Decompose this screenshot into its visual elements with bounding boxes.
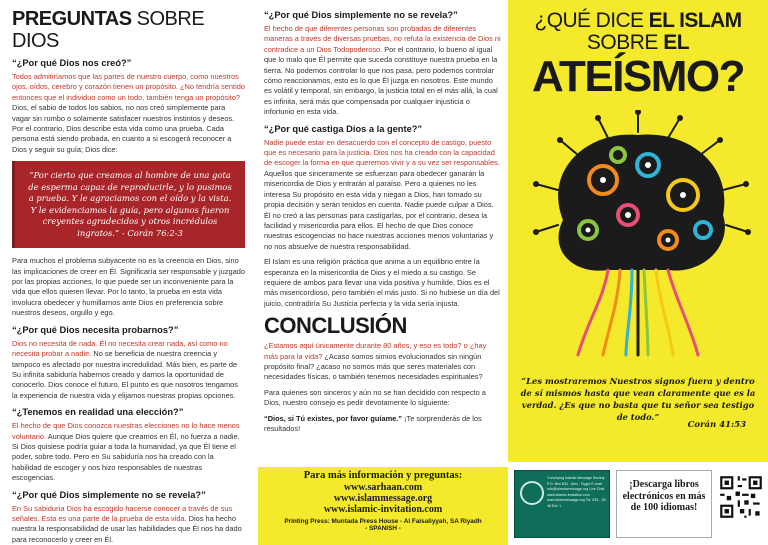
cover-title-main: ATEÍSMO? [531, 52, 745, 101]
question-heading: “¿Por qué Dios simplemente no se revela?” [12, 489, 206, 500]
question-heading: “¿Por qué Dios necesita probarnos?” [12, 324, 179, 335]
website-link[interactable]: www.islamic-invitation.com [323, 504, 443, 515]
cover-title-line: ¿QUÉ DICE EL ISLAM [534, 9, 742, 32]
qr-code-icon[interactable] [718, 474, 764, 520]
cover-title-line: SOBRE EL [586, 31, 690, 54]
language-label: - SPANISH - [365, 525, 401, 532]
paragraph: Para muchos el problema subyacente no es la creencia en Dios, sino las implicaciones de creer en Él. Significaría ser responsable y juzgado por las propias acciones, lo que puede ser un inconveniente para la vida que ellos quieren llevar. Por lo tanto, la prueba en esta vida involucra obedecer y humillarnos ante Dios en preferencia sobre nuestros deseos, orgullo y ego. [12, 256, 245, 318]
paragraph: Todos admitiríamos que las partes de nuestro cuerpo, como nuestros ojos, oídos, cerebro y corazón tienen un propósito. ¿No tendría sentido entonces que el individuo como un todo, también tenga un propósito? Dios, el sabio de todos los sabios, no nos creó simplemente para vagar sin rumbo o solamente satisfacer nuestros instintos y deseos. Por el contrario, Dios describe esta vida como una prueba. Cada persona está siendo probada, en cuanto a si escogerá reconocer a Dios y seguir su guía; Dios dice: [12, 72, 245, 154]
paragraph: Dios no necesita de nada. Él no necesita crear nada, así como no necesita probar a nadie. No se beneficia de nuestra creencia y tampoco es afectado por nuestra incredulidad. Más bien, es parte de Su infinita sabiduría habernos creado y darnos la oportunidad de conocerlo. Dios conoce el futuro. El punto es que nosotros tengamos la experiencia de nuestra vida y elijamos nuestras propias opciones. [12, 338, 238, 400]
society-logo-icon [520, 481, 544, 505]
question-heading: “¿Por qué castiga Dios a la gente?” [264, 123, 423, 134]
cover-quran-quote: “Les mostraremos Nuestros signos fuera y dentro de sí mismos hasta que vean claramente que es la verdad. ¿Es que no basta que tu señor sea testigo de todo.” [520, 376, 756, 422]
column-middle [258, 0, 508, 545]
society-contact-card [514, 470, 610, 538]
info-heading: Para más información y preguntas: [303, 470, 463, 481]
cover-title [508, 10, 768, 99]
quran-quote: “Por cierto que creamos al hombre de una gota de esperma capaz de reproducirle, y lo pusimos a prueba. Y le agraciamos con el oído y la vista. Y le evidenciamos la guía, pero algunos fueron creyentes agradecidos y otros incrédulos ingratos.” - Corán 76:2-3 [28, 170, 232, 238]
paragraph: Nadie puede estar en desacuerdo con el concepto de castigo, puesto que es necesario para la justicia. Dios nos ha creado con la capacidad de escoger la forma en que queremos vivir y a su vez ser responsables. Aquellos que sinceramente se esfuerzan para obedecer ganarán la misericordia de Dios y entrarán al paraíso. Pero a quienes no les interesa Su propósito en esta vida y niegan a Dios, han tomado su propia decisión y serán tenidos en cuenta. Nadie puede culpar a Dios. Él no creó a las personas para castigarlas, por el contrario, desea la facilidad y misericordia para ellos. El hecho de que Dios conoce nuestras escogencias no hace nuestras acciones menos voluntarias y no nos absuelve de nuestra responsabilidad. [264, 137, 500, 251]
paragraph: El hecho de que diferentes personas son probadas de diferentes maneras a través de diversas pruebas, no refuta la existencia de Dios ni contradice a un Dios Todopoderoso. Por el contrario, lo bueno al igual que lo malo que Él permite que suceda constituye nuestra prueba en la tierra. No podemos controlar lo que nos pasa, pero podemos controlar cómo reaccionamos, esto es lo que Él juzga en nosotros. Este mundo es volátil y temporal, sin embargo, la justicia total en el más allá, la cual es infinita, será más que compensada por cualquier injusticia o infortunio en esta vida. [264, 24, 501, 117]
section-title-preguntas: PREGUNTAS SOBRE DIOS [12, 8, 205, 52]
paragraph: El Islam es una religión práctica que anima a un equilibrio entre la esperanza en la misericordia de Dios y el miedo a su castigo. Se requiere de ambos para llevar una vida positiva y humilde. Dios es el más misericordioso, pero también el más justo. Si no hubiese un día del juicio, contradiría Su Justicia perfecta y la vida sería injusta. [264, 257, 500, 308]
paragraph: “Dios, si Tú existes, por favor guíame.” ¡Te sorprenderás de los resultados! [264, 413, 482, 433]
download-ebooks-box: ¡Descarga libros electrónicos en más de 100 idiomas! [616, 470, 712, 538]
society-contact-text: Conveying Islamic Message Society P.O. Box 834 - Alex - Egypt E-mail: info@islamicmessage.org Live Chat www.islamic-invitation.com www.islammessage.org Tel: 035 - 35 46 Ext: 1 [547, 476, 606, 508]
paragraph: En Su sabiduría Dios ha escogido hacerse conocer a través de sus señales. Esta es una parte de la prueba de esta vida. Dios ha hecho nuestra la responsabilidad de usar las habilidades que Él nos ha dado para reconocerlo y creer en Él. [12, 503, 242, 544]
website-link[interactable]: www.islammessage.org [333, 493, 433, 504]
question-heading: “¿Por qué Dios nos creó?” [12, 58, 132, 68]
paragraph: El hecho de que Dios conozca nuestras elecciones no lo hace menos voluntario. Aunque Dios quiere que creamos en Él, no fuerza a nadie. Si Dios quisiese podría guiar a toda la humanidad, ya que Él tiene el poder, sobre todo. Pero en Su sabiduría nos ha creado con la habilidad de escoger y nos hizo responsables de nuestras escogencias. [12, 421, 240, 483]
paragraph: Para quienes son sinceros y aún no se han decidido con respecto a Dios, nuestro consejo es pedir devotamente lo siguiente: [264, 387, 486, 408]
section-title-conclusion: CONCLUSIÓN [264, 313, 407, 339]
question-heading: “¿Por qué Dios simplemente no se revela?” [264, 10, 458, 20]
brain-gears-illustration [508, 110, 768, 360]
question-heading: “¿Tenemos en realidad una elección?” [12, 407, 184, 418]
cover-panel [508, 0, 768, 545]
cover-quote-reference: Corán 41:53 [687, 420, 746, 430]
contact-info-strip [258, 467, 508, 545]
paragraph: ¿Estamos aquí únicamente durante 80 años, y eso es todo? o ¿hay más para la vida? ¿Acaso somos simios evolucionados sin ningún propósito final? ¿acaso no somos más que seres materiales con necesidades físicas, o también tenemos necesidades espirituales? [264, 341, 487, 382]
quran-quote-box [12, 161, 245, 248]
website-link[interactable]: www.sarhaan.com [343, 482, 423, 493]
printing-press: Printing Press: Muntada Press House - Al Faisaliyyah, SA Riyadh [284, 518, 482, 525]
column-left [0, 0, 255, 545]
